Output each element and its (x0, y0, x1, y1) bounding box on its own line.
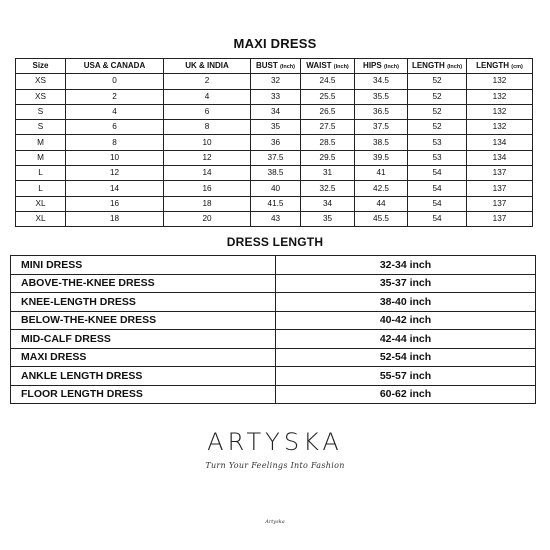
dress-type-name: FLOOR LENGTH DRESS (11, 385, 276, 404)
table-cell: 4 (66, 104, 164, 119)
table-cell: 132 (467, 74, 533, 89)
header-unit: (Inch) (447, 63, 463, 70)
table-cell: 10 (66, 150, 164, 165)
table-cell: 16 (164, 181, 251, 196)
dress-length-value: 35-37 inch (276, 274, 536, 293)
table-cell: 32.5 (301, 181, 355, 196)
table-cell: 132 (467, 89, 533, 104)
dress-type-name: MINI DRESS (11, 256, 276, 275)
header-label: UK & INDIA (185, 61, 229, 71)
table-cell: 134 (467, 135, 533, 150)
table-cell: 12 (164, 150, 251, 165)
table-cell: 54 (408, 211, 467, 226)
dress-type-name: KNEE-LENGTH DRESS (11, 293, 276, 312)
dress-type-name: BELOW-THE-KNEE DRESS (11, 311, 276, 330)
header-label: USA & CANADA (83, 61, 146, 71)
table-cell: 52 (408, 74, 467, 89)
dress-length-value: 55-57 inch (276, 367, 536, 386)
dress-length-value: 32-34 inch (276, 256, 536, 275)
dress-length-row (11, 311, 536, 330)
dress-length-value: 40-42 inch (276, 311, 536, 330)
table-cell: 37.5 (251, 150, 301, 165)
header-unit: (Inch) (280, 63, 295, 70)
table-row (16, 150, 533, 165)
table-cell: 35 (251, 120, 301, 135)
brand-signature: Artyska (265, 519, 285, 525)
table-cell: 40 (251, 181, 301, 196)
table-cell: 20 (164, 211, 251, 226)
table-cell: 44 (355, 196, 408, 211)
header-label: LENGTH (476, 60, 510, 70)
size-chart-header-cell (355, 59, 408, 74)
table-cell: 42.5 (355, 181, 408, 196)
dress-length-row (11, 293, 536, 312)
table-cell: 6 (66, 120, 164, 135)
dress-length-row (11, 348, 536, 367)
table-cell: 6 (164, 104, 251, 119)
table-cell: 24.5 (301, 74, 355, 89)
table-row (16, 196, 533, 211)
table-cell: 34 (301, 196, 355, 211)
table-cell: 12 (66, 166, 164, 181)
table-row (16, 89, 533, 104)
header-label: Size (32, 61, 49, 71)
table-cell: 26.5 (301, 104, 355, 119)
table-cell: XS (16, 74, 66, 89)
dress-length-value: 60-62 inch (276, 385, 536, 404)
dress-length-table (10, 255, 536, 404)
table-cell: 14 (164, 166, 251, 181)
maxi-dress-title: MAXI DRESS (233, 36, 317, 51)
dress-length-row (11, 385, 536, 404)
size-chart-table (15, 58, 533, 227)
dress-type-name: MAXI DRESS (11, 348, 276, 367)
table-cell: 54 (408, 166, 467, 181)
dress-length-row (11, 367, 536, 386)
header-label: LENGTH (411, 60, 445, 70)
table-row (16, 166, 533, 181)
size-chart-header-cell (66, 59, 164, 74)
size-chart-header-cell (251, 59, 301, 74)
table-cell: M (16, 150, 66, 165)
table-row (16, 211, 533, 226)
table-cell: XL (16, 196, 66, 211)
header-label: WAIST (306, 60, 332, 70)
table-cell: 132 (467, 120, 533, 135)
table-cell: 33 (251, 89, 301, 104)
table-cell: 35 (301, 211, 355, 226)
table-cell: S (16, 120, 66, 135)
table-cell: 39.5 (355, 150, 408, 165)
table-cell: 54 (408, 196, 467, 211)
dress-length-value: 38-40 inch (276, 293, 536, 312)
table-cell: 134 (467, 150, 533, 165)
table-cell: 2 (66, 89, 164, 104)
brand-logo: ARTYSKA (207, 428, 343, 456)
table-cell: 31 (301, 166, 355, 181)
dress-type-name: ANKLE LENGTH DRESS (11, 367, 276, 386)
size-chart-header-cell (408, 59, 467, 74)
brand-tagline: Turn Your Feelings Into Fashion (205, 461, 345, 470)
table-cell: 137 (467, 181, 533, 196)
table-row (16, 120, 533, 135)
table-cell: 37.5 (355, 120, 408, 135)
table-cell: 0 (66, 74, 164, 89)
table-cell: 16 (66, 196, 164, 211)
table-cell: 34.5 (355, 74, 408, 89)
table-cell: 53 (408, 135, 467, 150)
table-cell: 8 (164, 120, 251, 135)
table-cell: 41.5 (251, 196, 301, 211)
dress-length-title: DRESS LENGTH (226, 235, 324, 249)
table-row (16, 181, 533, 196)
header-unit: (Inch) (383, 63, 399, 70)
dress-length-row (11, 256, 536, 275)
header-unit: (Inch) (333, 63, 349, 70)
table-cell: 10 (164, 135, 251, 150)
table-cell: 54 (408, 181, 467, 196)
table-cell: M (16, 135, 66, 150)
table-cell: 137 (467, 211, 533, 226)
dress-type-name: ABOVE-THE-KNEE DRESS (11, 274, 276, 293)
table-cell: 28.5 (301, 135, 355, 150)
table-cell: 52 (408, 120, 467, 135)
table-cell: 137 (467, 196, 533, 211)
header-label: HIPS (363, 60, 382, 70)
table-row (16, 74, 533, 89)
table-cell: 52 (408, 89, 467, 104)
table-cell: S (16, 104, 66, 119)
table-cell: 25.5 (301, 89, 355, 104)
table-cell: XL (16, 211, 66, 226)
table-cell: 36.5 (355, 104, 408, 119)
table-cell: 4 (164, 89, 251, 104)
header-unit: (cm) (511, 63, 523, 70)
table-cell: 132 (467, 104, 533, 119)
table-row (16, 104, 533, 119)
table-row (16, 135, 533, 150)
table-cell: 45.5 (355, 211, 408, 226)
table-cell: L (16, 166, 66, 181)
table-cell: 14 (66, 181, 164, 196)
dress-length-row (11, 274, 536, 293)
header-label: BUST (256, 60, 278, 70)
size-chart-header-cell (301, 59, 355, 74)
table-cell: 53 (408, 150, 467, 165)
size-chart-header-cell (467, 59, 533, 74)
size-chart-header-cell (164, 59, 251, 74)
dress-length-value: 42-44 inch (276, 330, 536, 349)
table-cell: 34 (251, 104, 301, 119)
dress-length-value: 52-54 inch (276, 348, 536, 367)
dress-type-name: MID-CALF DRESS (11, 330, 276, 349)
table-cell: 137 (467, 166, 533, 181)
table-cell: 18 (66, 211, 164, 226)
table-cell: 18 (164, 196, 251, 211)
table-cell: XS (16, 89, 66, 104)
table-cell: 29.5 (301, 150, 355, 165)
table-cell: 36 (251, 135, 301, 150)
dress-length-row (11, 330, 536, 349)
table-cell: L (16, 181, 66, 196)
table-cell: 38.5 (355, 135, 408, 150)
size-chart-header-cell (16, 59, 66, 74)
table-cell: 43 (251, 211, 301, 226)
table-cell: 41 (355, 166, 408, 181)
table-cell: 52 (408, 104, 467, 119)
table-cell: 27.5 (301, 120, 355, 135)
table-cell: 35.5 (355, 89, 408, 104)
size-chart-header-row (16, 59, 533, 74)
table-cell: 2 (164, 74, 251, 89)
table-cell: 38.5 (251, 166, 301, 181)
table-cell: 32 (251, 74, 301, 89)
table-cell: 8 (66, 135, 164, 150)
